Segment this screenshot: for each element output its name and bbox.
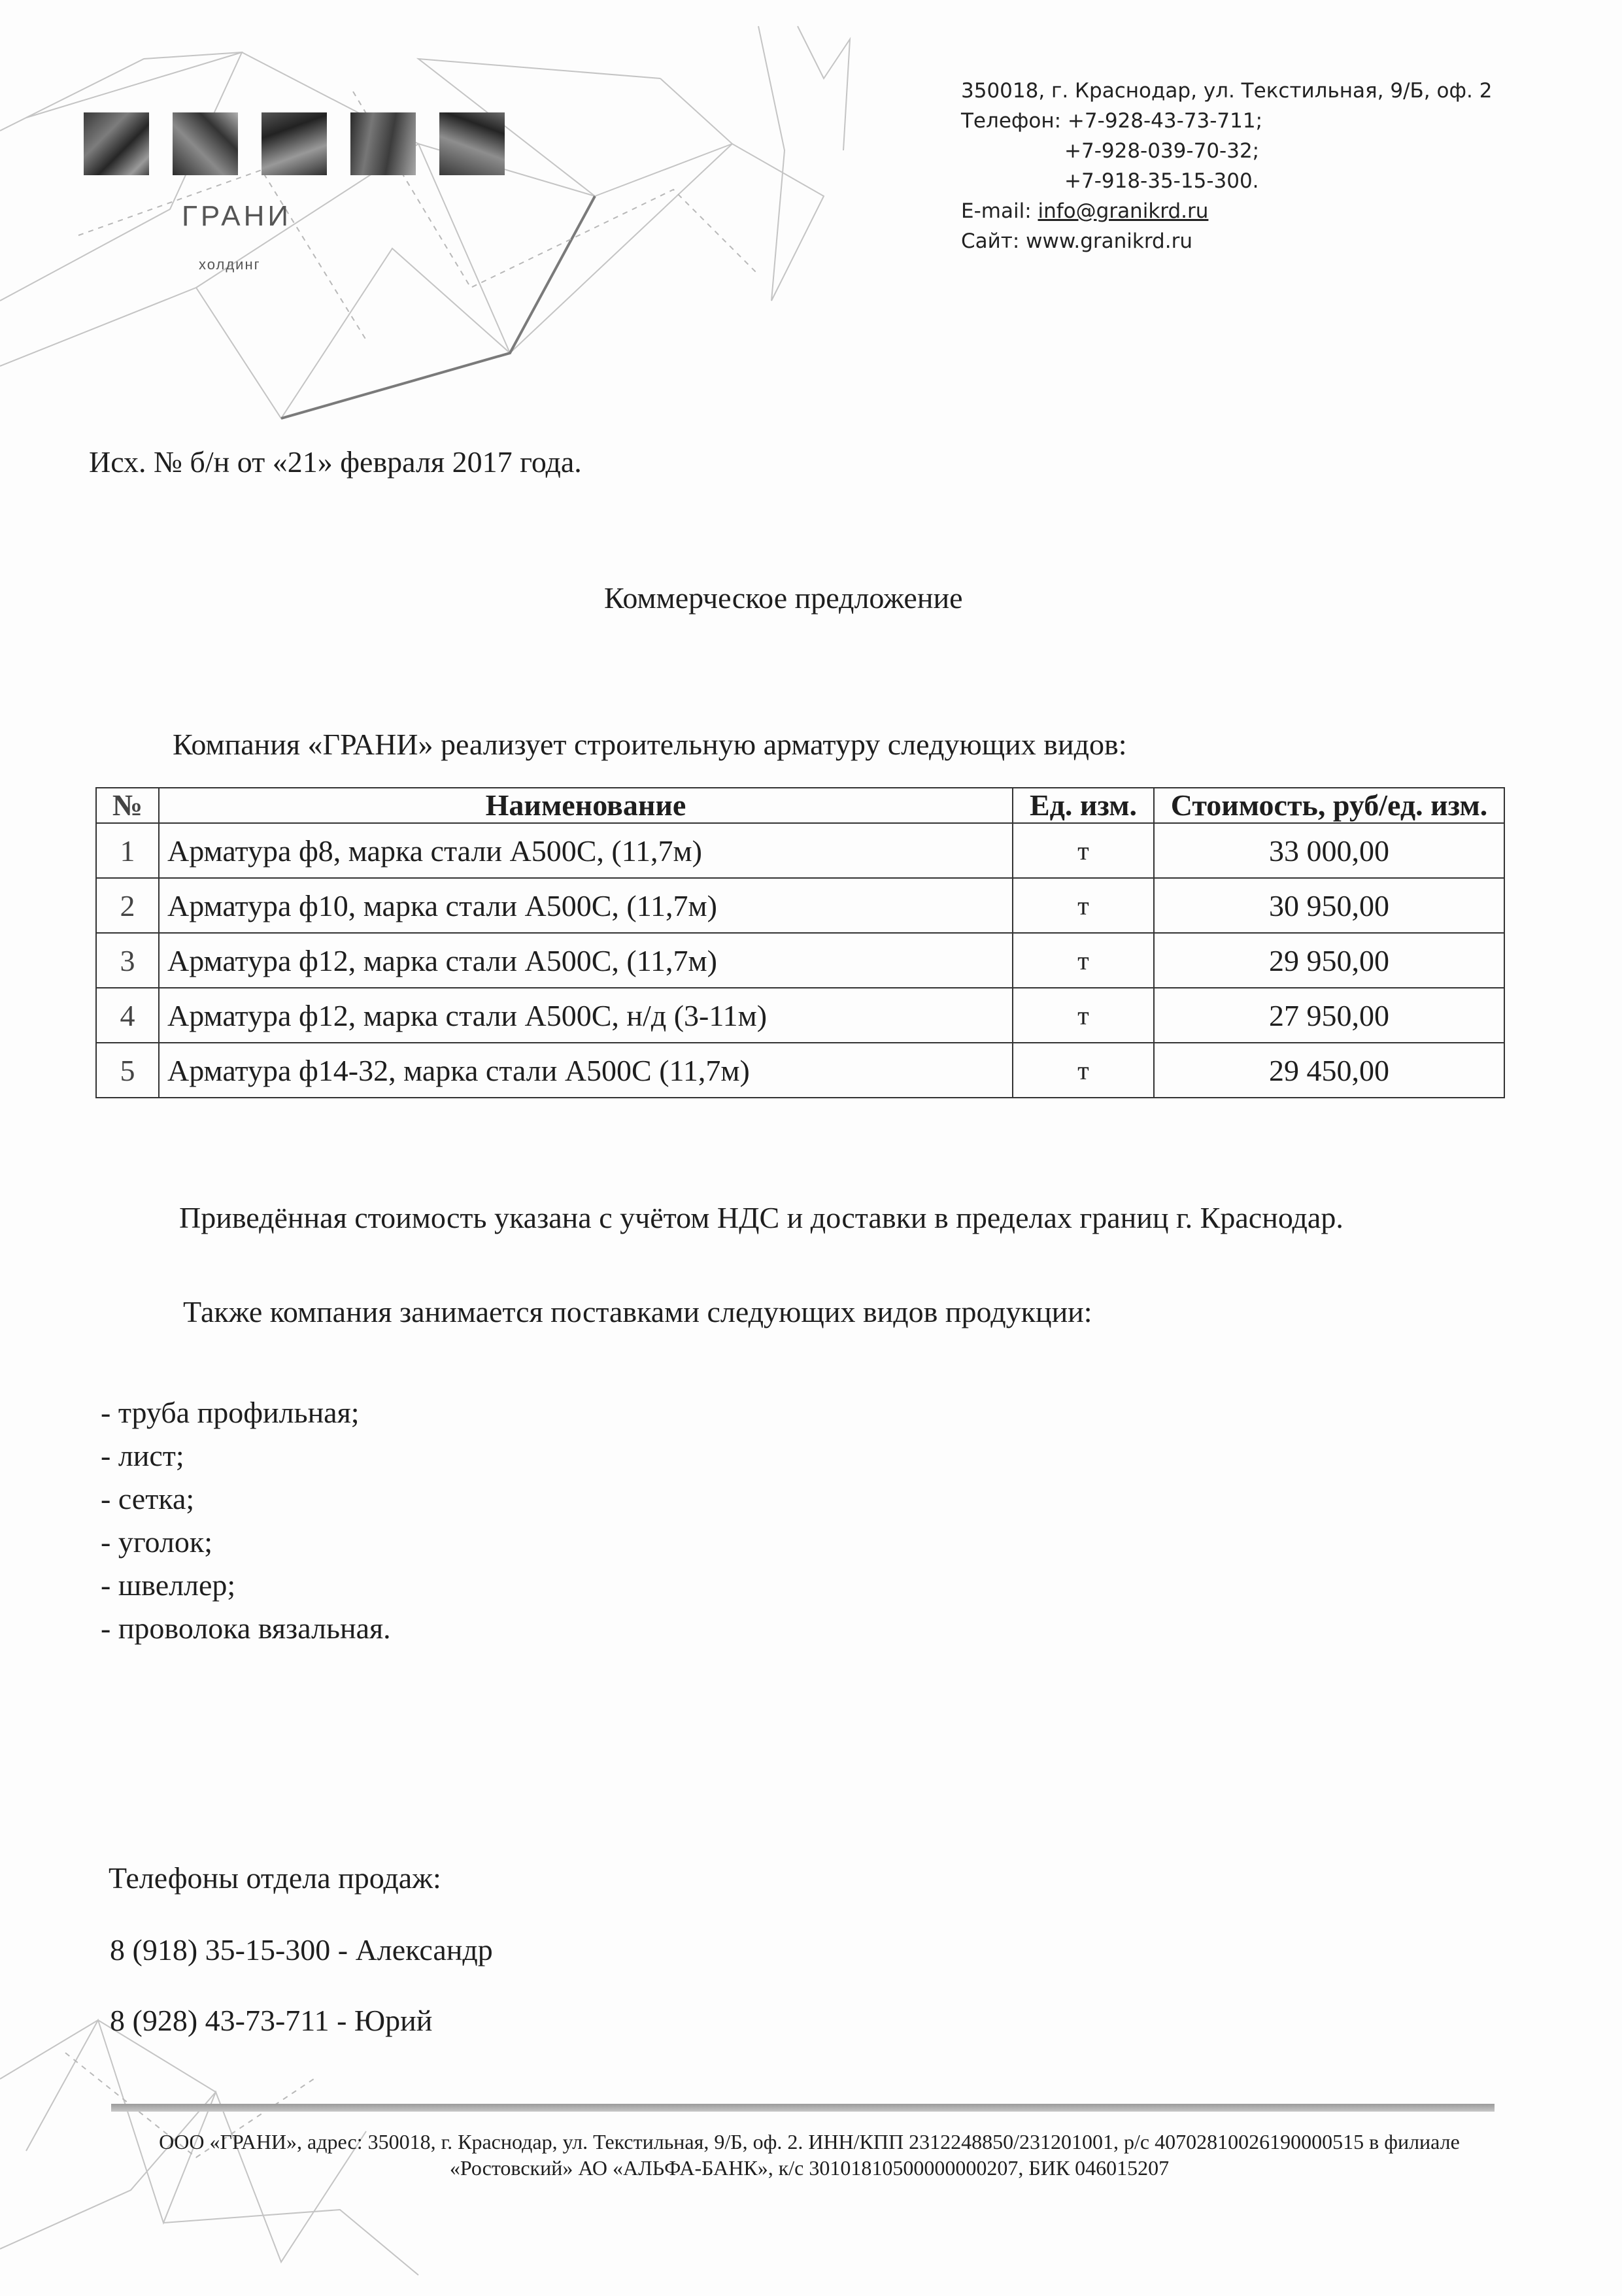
list-item: - труба профильная; <box>101 1396 360 1429</box>
price-table <box>95 787 1505 1098</box>
document-title: Коммерческое предложение <box>604 581 963 615</box>
logo-facet-1 <box>84 112 149 175</box>
header-unit: Ед. изм. <box>1013 788 1154 823</box>
row-unit: т <box>1013 823 1154 878</box>
phone-3: +7-918-35-15-300. <box>1064 169 1259 193</box>
logo-facet-2 <box>173 112 238 175</box>
row-unit: т <box>1013 878 1154 933</box>
row-name: Арматура ф10, марка стали А500С, (11,7м) <box>159 878 1013 933</box>
company-logo <box>84 112 505 175</box>
list-item: - проволока вязальная. <box>101 1612 391 1645</box>
product-list <box>101 1391 391 1650</box>
row-price: 30 950,00 <box>1154 878 1504 933</box>
footer-line-1: ООО «ГРАНИ», адрес: 350018, г. Краснодар, ул. Текстильная, 9/Б, оф. 2. ИНН/КПП 2312248850/231201001, р/с 40702810026190000515 в филиале <box>159 2130 1460 2153</box>
row-name: Арматура ф14-32, марка стали А500С (11,7м) <box>159 1043 1013 1098</box>
sales-phone: 8 (928) 43-73-711 - Юрий <box>110 2004 433 2037</box>
phone-line: Телефон: +7-928-43-73-711; <box>961 109 1263 133</box>
row-name: Арматура ф12, марка стали А500С, н/д (3-11м) <box>159 988 1013 1043</box>
list-item: - лист; <box>101 1439 184 1472</box>
company-address: 350018, г. Краснодар, ул. Текстильная, 9/Б, оф. 2 <box>961 79 1493 103</box>
table-row <box>96 933 1504 988</box>
row-price: 27 950,00 <box>1154 988 1504 1043</box>
sales-phone: 8 (918) 35-15-300 - Александр <box>110 1933 493 1967</box>
footer-line-2: «Ростовский» АО «АЛЬФА-БАНК», к/с 30101810500000000207, БИК 046015207 <box>449 2156 1170 2180</box>
header-name: Наименование <box>159 788 1013 823</box>
table-row <box>96 1043 1504 1098</box>
row-price: 29 950,00 <box>1154 933 1504 988</box>
row-num: 3 <box>96 933 159 988</box>
footer-requisites <box>116 2129 1502 2181</box>
row-unit: т <box>1013 933 1154 988</box>
logo-facet-4 <box>350 112 416 175</box>
logo-name: ГРАНИ <box>182 200 292 232</box>
table-header-row <box>96 788 1504 823</box>
logo-facet-5 <box>439 112 505 175</box>
table-row <box>96 823 1504 878</box>
row-num: 5 <box>96 1043 159 1098</box>
logo-facet-3 <box>262 112 327 175</box>
header-num: № <box>96 788 159 823</box>
row-name: Арматура ф8, марка стали А500С, (11,7м) <box>159 823 1013 878</box>
email-label: E-mail: <box>961 199 1032 223</box>
footer-divider <box>111 2104 1495 2112</box>
sales-phones-title: Телефоны отдела продаж: <box>109 1861 441 1895</box>
table-row <box>96 988 1504 1043</box>
row-num: 2 <box>96 878 159 933</box>
site-line: Сайт: www.granikrd.ru <box>961 229 1192 253</box>
contact-block <box>961 76 1492 256</box>
also-products-intro: Также компания занимается поставками следующих видов продукции: <box>183 1295 1092 1328</box>
price-note: Приведённая стоимость указана с учётом НДС и доставки в пределах границ г. Краснодар. <box>179 1201 1343 1234</box>
outgoing-reference: Исх. № б/н от «21» февраля 2017 года. <box>89 445 582 479</box>
email-line <box>961 196 1492 226</box>
list-item: - швеллер; <box>101 1568 236 1602</box>
row-num: 1 <box>96 823 159 878</box>
email-link[interactable]: info@granikrd.ru <box>1038 199 1209 223</box>
table-row <box>96 878 1504 933</box>
logo-subtitle: холдинг <box>199 256 261 273</box>
row-num: 4 <box>96 988 159 1043</box>
row-name: Арматура ф12, марка стали А500С, (11,7м) <box>159 933 1013 988</box>
row-unit: т <box>1013 988 1154 1043</box>
row-price: 33 000,00 <box>1154 823 1504 878</box>
list-item: - уголок; <box>101 1525 213 1559</box>
list-item: - сетка; <box>101 1482 195 1515</box>
phone-2: +7-928-039-70-32; <box>1064 139 1260 163</box>
row-price: 29 450,00 <box>1154 1043 1504 1098</box>
intro-paragraph: Компания «ГРАНИ» реализует строительную арматуру следующих видов: <box>173 728 1127 761</box>
row-unit: т <box>1013 1043 1154 1098</box>
header-price: Стоимость, руб/ед. изм. <box>1154 788 1504 823</box>
